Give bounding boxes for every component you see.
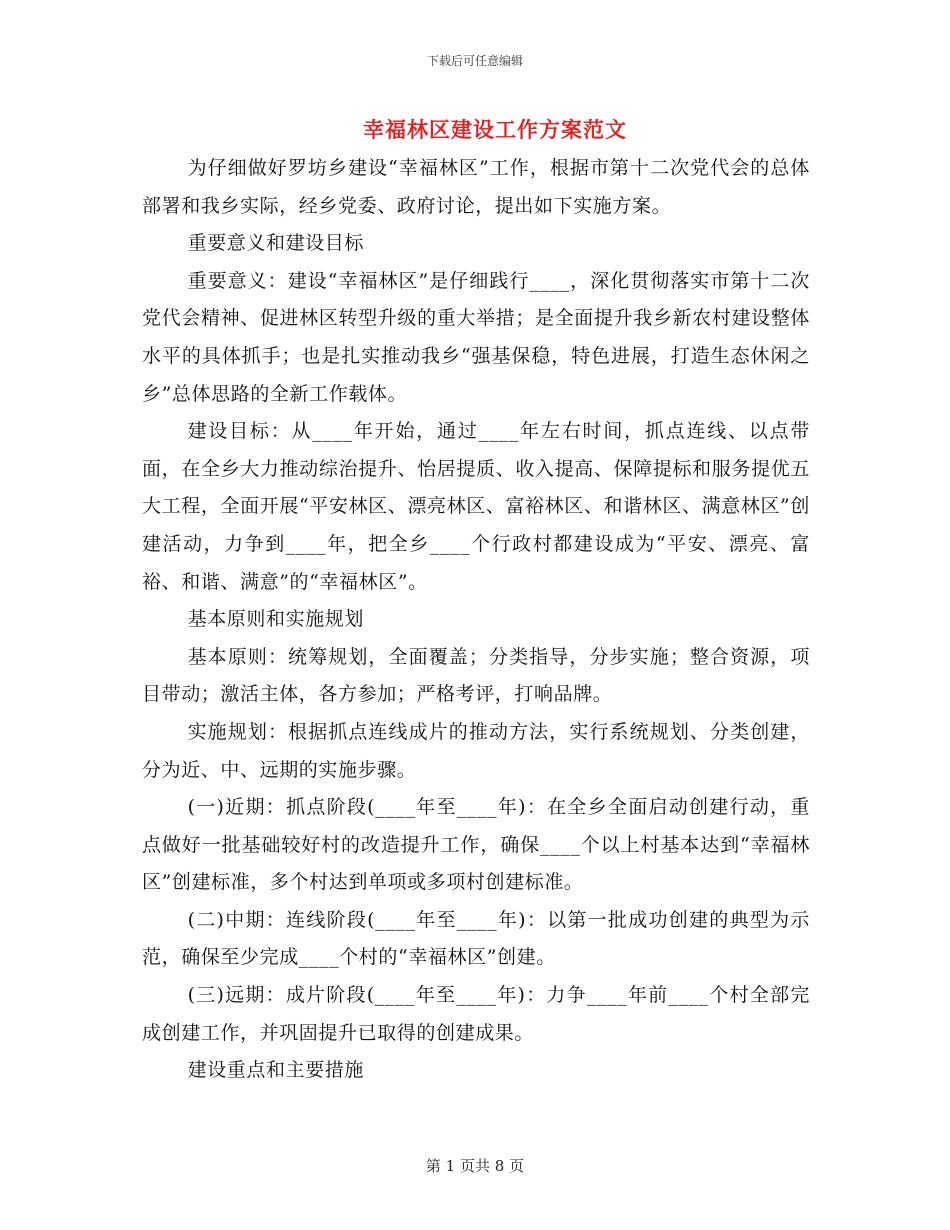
significance-paragraph: 重要意义：建设“幸福林区”是仔细践行____，深化贯彻落实市第十二次党代会精神、促进林区转型升级的重大举措；是全面提升我乡新农村建设整体水平的具体抓手；也是扎实推动我乡“强基保稳，特色进展，打造生态休闲之乡”总体思路的全新工作载体。 xyxy=(142,269,810,405)
section-heading-principles-plan: 基本原则和实施规划 xyxy=(187,608,364,631)
document-body xyxy=(142,150,810,1090)
phase-near-term-paragraph: (一)近期：抓点阶段(____年至____年)：在全乡全面启动创建行动，重点做好一批基础较好村的改造提升工作，确保____个以上村基本达到“幸福林区”创建标准，多个村达到单项或多项村创建标准。 xyxy=(142,796,810,894)
page-header-note: 下载后可任意编辑 xyxy=(426,54,523,68)
phase-long-term-paragraph: (三)远期：成片阶段(____年至____年)：力争____年前____个村全部完成创建工作，并巩固提升已取得的创建成果。 xyxy=(142,984,810,1044)
section-heading-significance-goals: 重要意义和建设目标 xyxy=(187,232,364,255)
principles-paragraph: 基本原则：统筹规划，全面覆盖；分类指导，分步实施；整合资源，项目带动；激活主体，各方参加；严格考评，打响品牌。 xyxy=(142,645,810,706)
goal-paragraph: 建设目标：从____年开始，通过____年左右时间，抓点连线、以点带面，在全乡大力推动综治提升、怡居提质、收入提高、保障提标和服务提优五大工程，全面开展“平安林区、漂亮林区、富裕林区、和谐林区、满意林区”创建活动，力争到____年，把全乡____个行政村都建设成为“平安、漂亮、富裕、和谐、满意”的“幸福林区”。 xyxy=(142,420,810,593)
section-heading-key-measures: 建设重点和主要措施 xyxy=(187,1059,364,1082)
intro-paragraph: 为仔细做好罗坊乡建设“幸福林区”工作，根据市第十二次党代会的总体部署和我乡实际，经乡党委、政府讨论，提出如下实施方案。 xyxy=(142,157,810,217)
phase-mid-term-paragraph: (二)中期：连线阶段(____年至____年)：以第一批成功创建的典型为示范，确保至少完成____个村的“幸福林区”创建。 xyxy=(142,908,810,969)
plan-paragraph: 实施规划：根据抓点连线成片的推动方法，实行系统规划、分类创建，分为近、中、远期的实施步骤。 xyxy=(142,720,810,781)
document-title: 幸福林区建设工作方案范文 xyxy=(363,117,627,142)
page-number-footer: 第 1 页共 8 页 xyxy=(425,1157,525,1175)
